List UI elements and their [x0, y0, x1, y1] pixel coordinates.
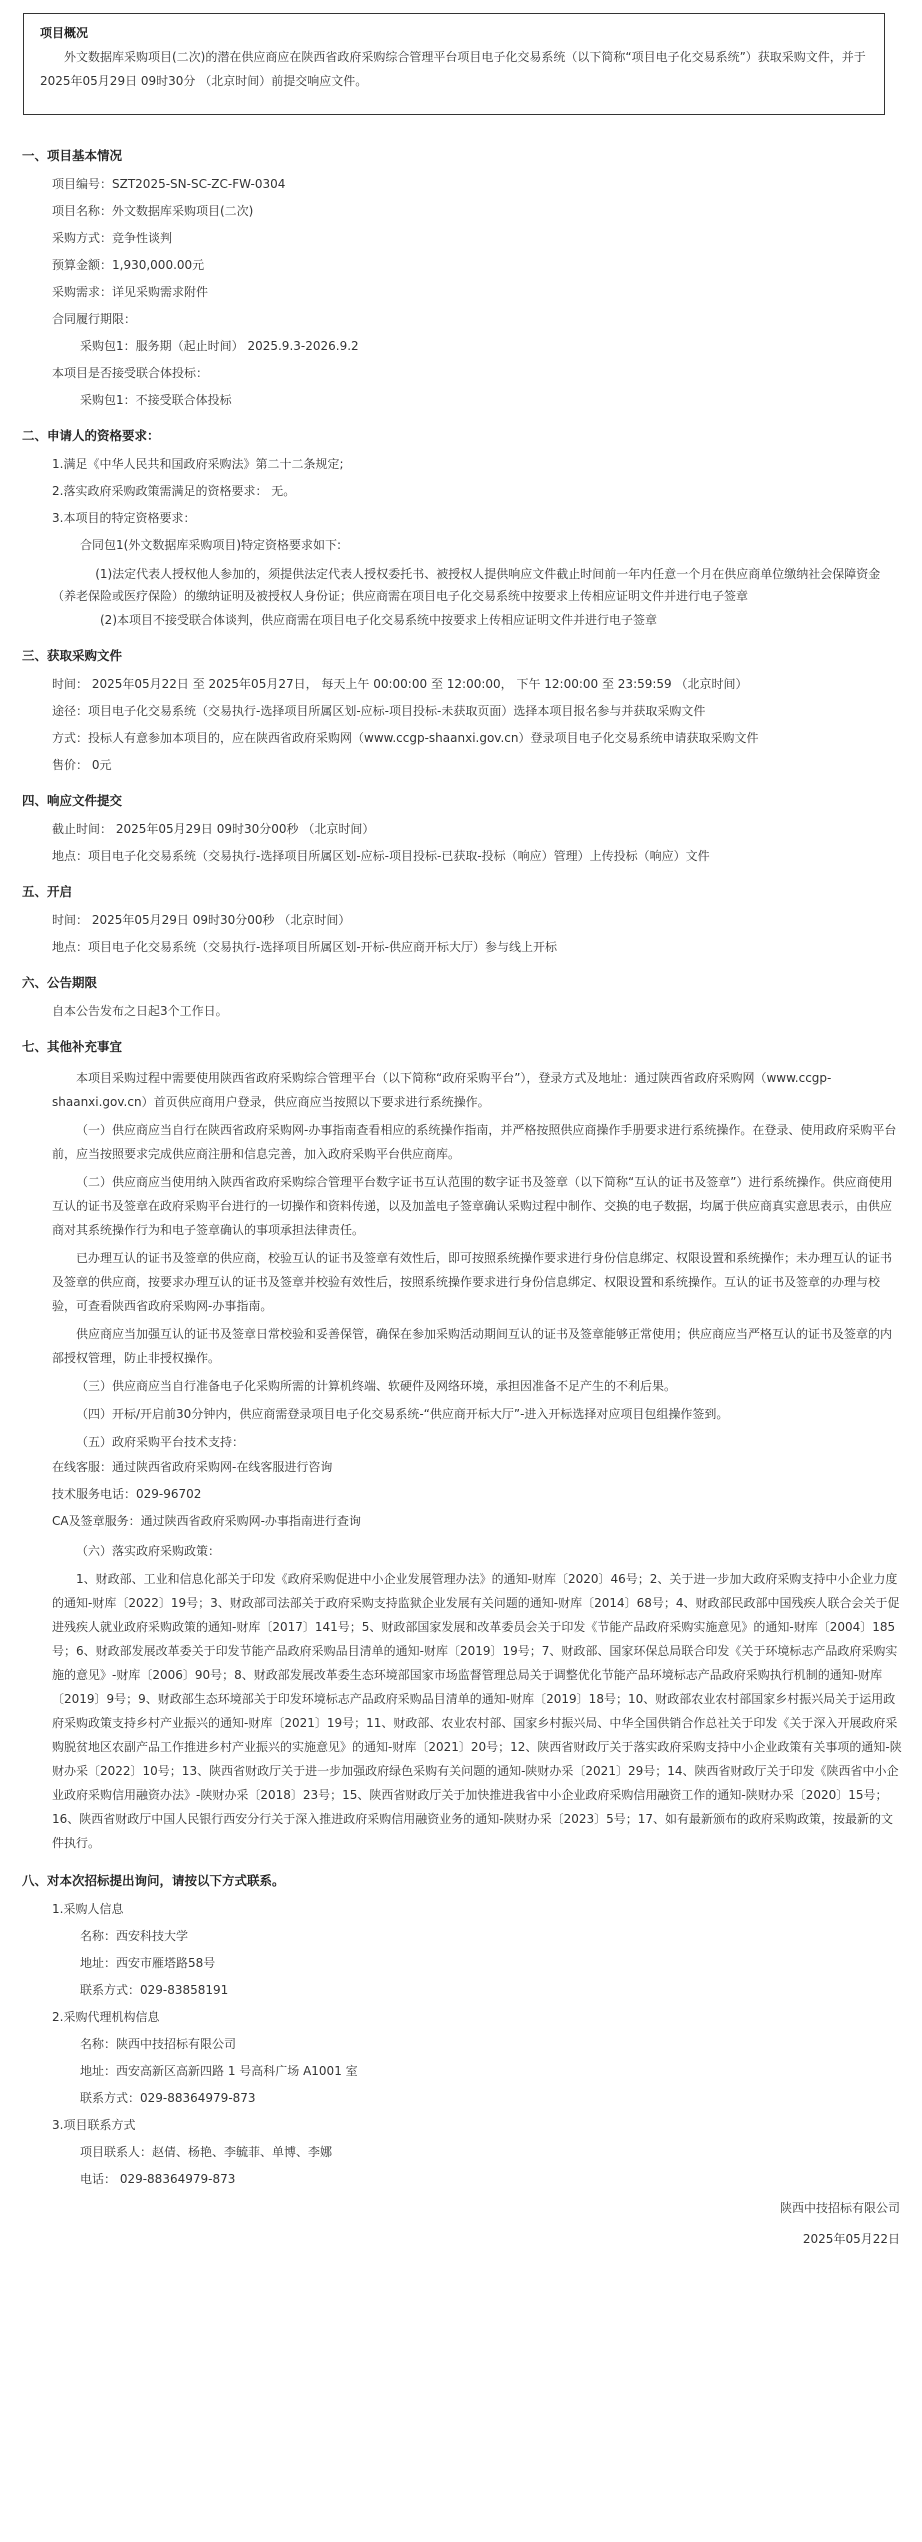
acquire-price: 售价： 0元: [52, 758, 112, 772]
submission-deadline: 截止时间： 2025年05月29日 09时30分00秒 （北京时间）: [52, 822, 375, 836]
section-8-title: 八、对本次招标提出询问，请按以下方式联系。: [22, 1873, 285, 1888]
procurement-method: 采购方式：竞争性谈判: [52, 231, 173, 245]
opening-location: 地点：项目电子化交易系统（交易执行-选择项目所属区划-开标-供应商开标大厅）参与线上开标: [52, 940, 557, 954]
procurement-requirement: 采购需求：详见采购需求附件: [52, 285, 209, 299]
qualification-2: 2.落实政府采购政策需满足的资格要求： 无。: [52, 484, 296, 498]
specific-requirements-title: 合同包1(外文数据库采购项目)特定资格要求如下:: [80, 538, 342, 552]
section-3-title: 三、获取采购文件: [22, 648, 123, 663]
qualification-3: 3.本项目的特定资格要求：: [52, 511, 196, 525]
overview-title: 项目概况: [40, 26, 89, 40]
section-2-title: 二、申请人的资格要求：: [22, 428, 160, 443]
section-5-title: 五、开启: [22, 884, 73, 899]
supplement-item-6: （六）落实政府采购政策：: [76, 1544, 221, 1558]
supplement-intro: 本项目采购过程中需要使用陕西省政府采购综合管理平台（以下简称“政府采购平台”），登录方式及地址：通过陕西省政府采购网（www.ccgp-shaanxi.gov.cn）首页供应商用户登录，供应商应当按照以下要求进行系统操作。: [52, 1071, 832, 1109]
footer-org: 陕西中技招标有限公司: [779, 2201, 900, 2215]
specific-requirement-2: (2)本项目不接受联合体谈判，供应商需在项目电子化交易系统中按要求上传相应证明文件并进行电子签章: [100, 613, 658, 627]
supplement-item-2-note: 供应商应当加强互认的证书及签章日常校验和妥善保管，确保在参加采购活动期间互认的证书及签章能够正常使用；供应商应当严格互认的证书及签章的内部授权管理，防止非授权操作。: [52, 1327, 893, 1365]
purchaser-name: 名称：西安科技大学: [80, 1929, 189, 1943]
purchaser-contact: 联系方式：029-83858191: [80, 1983, 229, 1997]
project-overview-box: [23, 13, 885, 115]
section-4-title: 四、响应文件提交: [22, 793, 123, 808]
supplement-item-3: （三）供应商应当自行准备电子化采购所需的计算机终端、软硬件及网络环境，承担因准备不足产生的不利后果。: [76, 1379, 677, 1393]
footer-date: 2025年05月22日: [802, 2232, 900, 2246]
supplement-item-2: （二）供应商应当使用纳入陕西省政府采购综合管理平台数字证书互认范围的数字证书及签章（以下简称“互认的证书及签章”）进行系统操作。供应商使用互认的证书及签章在政府采购平台进行的一切操作和资料传递，以及加盖电子签章确认采购过程中制作、交换的电子数据，均属于供应商真实意思表示，由供应商对其系统操作行为和电子签章确认的事项承担法律责任。: [52, 1175, 893, 1237]
project-number: 项目编号：SZT2025-SN-SC-ZC-FW-0304: [52, 177, 286, 191]
qualification-1: 1.满足《中华人民共和国政府采购法》第二十二条规定;: [52, 457, 344, 471]
purchaser-info-title: 1.采购人信息: [52, 1902, 124, 1916]
acquire-time: 时间： 2025年05月22日 至 2025年05月27日， 每天上午 00:00:00 至 12:00:00， 下午 12:00:00 至 23:59:59 （北京时间）: [52, 677, 748, 691]
tech-support-phone: 技术服务电话：029-96702: [52, 1487, 202, 1501]
acquire-method: 方式：投标人有意参加本项目的，应在陕西省政府采购网（www.ccgp-shaanxi.gov.cn）登录项目电子化交易系统申请获取采购文件: [52, 731, 759, 745]
contract-period-package1: 采购包1：服务期（起止时间） 2025.9.3-2026.9.2: [80, 339, 359, 353]
announcement-body: [22, 130, 902, 2257]
project-name: 项目名称：外文数据库采购项目(二次): [52, 204, 254, 218]
purchaser-address: 地址：西安市雁塔路58号: [80, 1956, 216, 1970]
ca-signature-service: CA及签章服务：通过陕西省政府采购网-办事指南进行查询: [52, 1514, 361, 1528]
overview-text: 外文数据库采购项目(二次)的潜在供应商应在陕西省政府采购综合管理平台项目电子化交易系统（以下简称“项目电子化交易系统”）获取采购文件，并于 2025年05月29日 09时30分 （北京时间）前提交响应文件。: [40, 50, 866, 88]
agency-name: 名称：陕西中技招标有限公司: [80, 2037, 237, 2051]
opening-time: 时间： 2025年05月29日 09时30分00秒 （北京时间）: [52, 913, 351, 927]
submission-location: 地点：项目电子化交易系统（交易执行-选择项目所属区划-应标-项目投标-已获取-投标（响应）管理）上传投标（响应）文件: [52, 849, 710, 863]
announcement-period: 自本公告发布之日起3个工作日。: [52, 1004, 228, 1018]
project-contacts: 项目联系人：赵倩、杨艳、李毓菲、单博、李娜: [80, 2145, 333, 2159]
supplement-item-1: （一）供应商应当自行在陕西省政府采购网-办事指南查看相应的系统操作指南，并严格按照供应商操作手册要求进行系统操作。在登录、使用政府采购平台前，应当按照要求完成供应商注册和信息完善，加入政府采购平台供应商库。: [52, 1123, 897, 1161]
consortium-package1: 采购包1：不接受联合体投标: [80, 393, 232, 407]
section-7-title: 七、其他补充事宜: [22, 1039, 123, 1054]
supplement-item-4: （四）开标/开启前30分钟内，供应商需登录项目电子化交易系统-“供应商开标大厅”-进入开标选择对应项目包组操作签到。: [76, 1407, 729, 1421]
consortium-label: 本项目是否接受联合体投标：: [52, 366, 209, 380]
policy-list: 1、财政部、工业和信息化部关于印发《政府采购促进中小企业发展管理办法》的通知-财库〔2020〕46号；2、关于进一步加大政府采购支持中小企业力度的通知-财库〔2022〕19号；3、财政部司法部关于政府采购支持监狱企业发展有关问题的通知-财库〔2014〕68号；4、财政部民政部中国残疾人联合会关于促进残疾人就业政府采购政策的通知-财库〔2017〕141号；5、财政部国家发展和改革委员会关于印发《节能产品政府采购实施意见》的通知-财库〔2004〕185号；6、财政部发展改革委关于印发节能产品政府采购品目清单的通知-财库〔2019〕19号；7、财政部、国家环保总局联合印发《关于环境标志产品政府采购实施的意见》-财库〔2006〕90号；8、财政部发展改革委生态环境部国家市场监督管理总局关于调整优化节能产品环境标志产品政府采购执行机制的通知-财库〔2019〕9号；9、财政部生态环境部关于印发环境标志产品政府采购品目清单的通知-财库〔2019〕18号；10、财政部农业农村部国家乡村振兴局关于运用政府采购政策支持乡村产业振兴的通知-财库〔2021〕19号；11、财政部、农业农村部、国家乡村振兴局、中华全国供销合作总社关于印发《关于深入开展政府采购脱贫地区农副产品工作推进乡村产业振兴的实施意见》的通知-财库〔2021〕20号；12、陕西省财政厅关于落实政府采购支持中小企业政策有关事项的通知-陕财办采〔2022〕10号；13、陕西省财政厅关于进一步加强政府绿色采购有关问题的通知-陕财办采〔2021〕29号；14、陕西省财政厅关于印发《陕西省中小企业政府采购信用融资办法》-陕财办采〔2018〕23号；15、陕西省财政厅关于加快推进我省中小企业政府采购信用融资工作的通知-陕财办采〔2020〕15号；16、陕西省财政厅中国人民银行西安分行关于深入推进政府采购信用融资业务的通知-陕财办采〔2023〕5号；17、如有最新颁布的政府采购政策，按最新的文件执行。: [52, 1572, 902, 1850]
agency-info-title: 2.采购代理机构信息: [52, 2010, 160, 2024]
project-phone: 电话： 029-88364979-873: [80, 2172, 236, 2186]
contract-period-label: 合同履行期限：: [52, 312, 137, 326]
agency-contact: 联系方式：029-88364979-873: [80, 2091, 256, 2105]
section-1-title: 一、项目基本情况: [22, 148, 123, 163]
specific-requirement-1: (1)法定代表人授权他人参加的，须提供法定代表人授权委托书、被授权人提供响应文件截止时间前一年内任意一个月在供应商单位缴纳社会保障资金（养老保险或医疗保险）的缴纳证明及被授权人身份证；供应商需在项目电子化交易系统中按要求上传相应证明文件并进行电子签章: [52, 567, 881, 603]
agency-address: 地址：西安高新区高新四路 1 号高科广场 A1001 室: [80, 2064, 358, 2078]
project-contact-title: 3.项目联系方式: [52, 2118, 136, 2132]
supplement-item-2-cont: 已办理互认的证书及签章的供应商，校验互认的证书及签章有效性后，即可按照系统操作要求进行身份信息绑定、权限设置和系统操作；未办理互认的证书及签章的供应商，按要求办理互认的证书及签章并校验有效性后，按照系统操作要求进行身份信息绑定、权限设置和系统操作。互认的证书及签章的办理与校验，可查看陕西省政府采购网-办事指南。: [52, 1251, 893, 1313]
supplement-item-5: （五）政府采购平台技术支持：: [76, 1435, 245, 1449]
budget-amount: 预算金额：1,930,000.00元: [52, 258, 205, 272]
online-service: 在线客服：通过陕西省政府采购网-在线客服进行咨询: [52, 1460, 333, 1474]
acquire-channel: 途径：项目电子化交易系统（交易执行-选择项目所属区划-应标-项目投标-未获取页面）选择本项目报名参与并获取采购文件: [52, 704, 706, 718]
section-6-title: 六、公告期限: [22, 975, 98, 990]
